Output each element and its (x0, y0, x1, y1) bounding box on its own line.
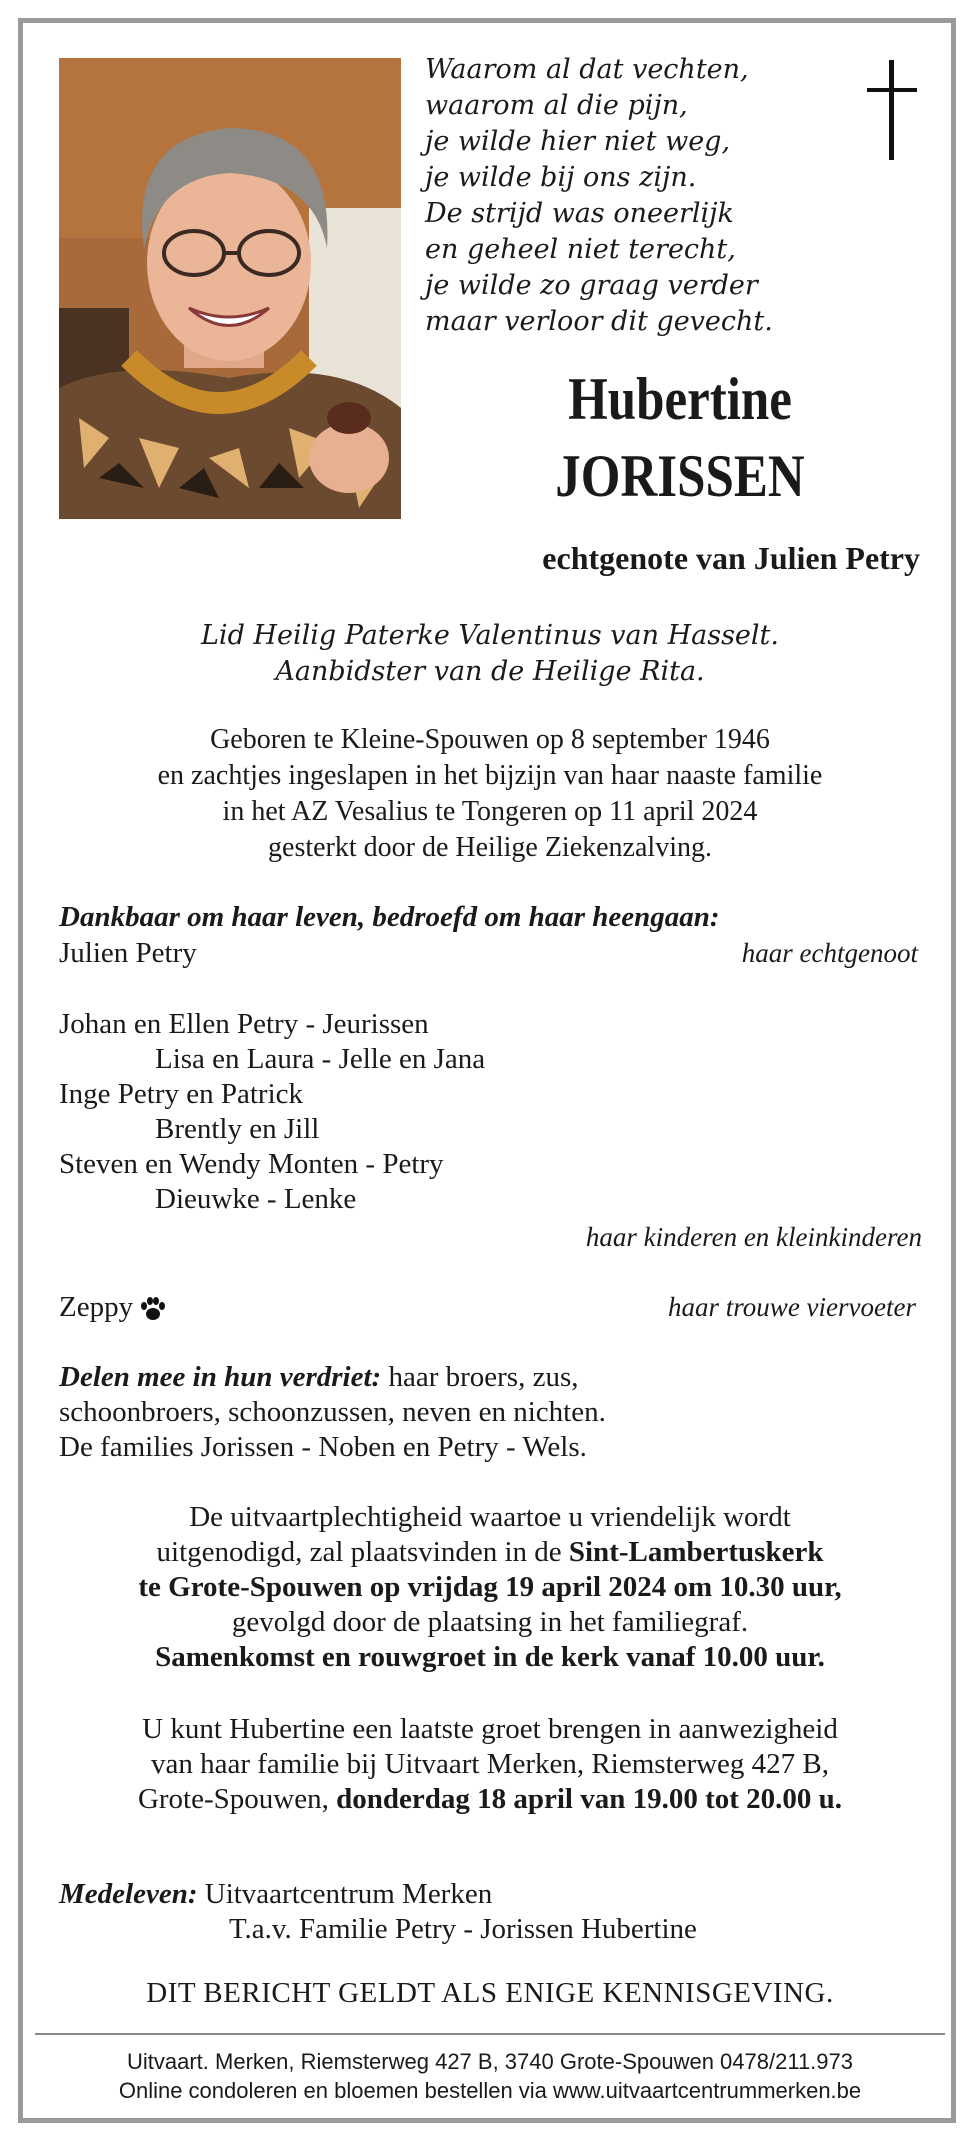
footer-divider (35, 2033, 945, 2035)
membership-line: Aanbidster van de Heilige Rita. (275, 656, 705, 687)
spouse-line: echtgenote van Julien Petry (542, 540, 920, 576)
child-line: Inge Petry en Patrick (59, 1078, 304, 1110)
notice: DIT BERICHT GELDT ALS ENIGE KENNISGEVING. (146, 1977, 834, 2009)
poem-line: je wilde hier niet weg, (425, 126, 731, 157)
visitation-info: U kunt Hubertine een laatste groet brengen in aanwezigheid van haar familie bij Uitvaart Merken, Riemsterweg 427 B, Grote-Spouwen, donderdag 18 april van 19.00 tot 20.00 u. (137, 1713, 843, 1815)
portrait-photo (59, 58, 401, 519)
membership (40, 618, 940, 690)
membership-line: Lid Heilig Paterke Valentinus van Hasselt. (201, 620, 779, 651)
pet-line (59, 1290, 167, 1325)
deceased-last-name: JORISSEN (555, 443, 805, 509)
family-heading: Dankbaar om haar leven, bedroefd om haar heengaan: (59, 901, 720, 933)
poem (425, 52, 805, 340)
birth-line: en zachtjes ingeslapen in het bijzijn van haar naaste familie (157, 760, 823, 791)
poem-line: je wilde bij ons zijn. (425, 162, 697, 193)
grandchild-line: Dieuwke - Lenke (155, 1183, 357, 1215)
birth-line: gesterkt door de Heilige Ziekenzalving. (268, 832, 712, 863)
pet-name: Zeppy (59, 1291, 134, 1323)
child-line: Steven en Wendy Monten - Petry (59, 1148, 444, 1180)
birth-info (40, 722, 940, 866)
poem-line: waarom al die pijn, (425, 90, 688, 121)
portrait-illustration (59, 58, 401, 519)
footer-website: Online condoleren en bloemen bestellen via www.uitvaartcentrummerken.be (118, 2078, 862, 2103)
ceremony-info: De uitvaartplechtigheid waartoe u vriendelijk wordt uitgenodigd, zal plaatsvinden in de Sint-Lambertuskerk te Grote-Spouwen op vrijdag 19 april 2024 om 10.30 uur, gevolgd door de plaatsing in het familiegraf. Samenkomst en rouwgroet in de kerk vanaf 10.00 uur. (138, 1501, 842, 1673)
cross-icon (862, 60, 922, 160)
pet-role: haar trouwe viervoeter (668, 1292, 916, 1322)
poem-line: en geheel niet terecht, (425, 234, 736, 265)
poem-line: je wilde zo graag verder (425, 270, 758, 301)
grandchild-line: Brently en Jill (155, 1113, 320, 1145)
birth-line: in het AZ Vesalius te Tongeren op 11 april 2024 (222, 796, 758, 827)
condolence-address: Medeleven: Uitvaartcentrum Merken T.a.v. Familie Petry - Jorissen Hubertine (59, 1878, 697, 1945)
footer (40, 2047, 940, 2105)
share-grief: Delen mee in hun verdriet: haar broers, zus, schoonbroers, schoonzussen, neven en nichten. De families Jorissen - Noben en Petry - Wels. (59, 1361, 606, 1463)
poem-line: Waarom al dat vechten, (425, 54, 749, 85)
child-line: Johan en Ellen Petry - Jeurissen (59, 1008, 429, 1040)
deceased-first-name: Hubertine (568, 366, 792, 432)
poem-line: maar verloor dit gevecht. (425, 306, 773, 337)
spouse-name: Julien Petry (59, 937, 197, 969)
spouse-role: haar echtgenoot (741, 938, 918, 968)
footer-address: Uitvaart. Merken, Riemsterweg 427 B, 3740 Grote-Spouwen 0478/211.973 (127, 2049, 853, 2074)
children-role: haar kinderen en kleinkinderen (585, 1222, 922, 1252)
grandchild-line: Lisa en Laura - Jelle en Jana (155, 1043, 486, 1075)
paw-icon (139, 1296, 167, 1322)
birth-line: Geboren te Kleine-Spouwen op 8 september 1946 (210, 724, 770, 755)
poem-line: De strijd was oneerlijk (425, 198, 734, 229)
